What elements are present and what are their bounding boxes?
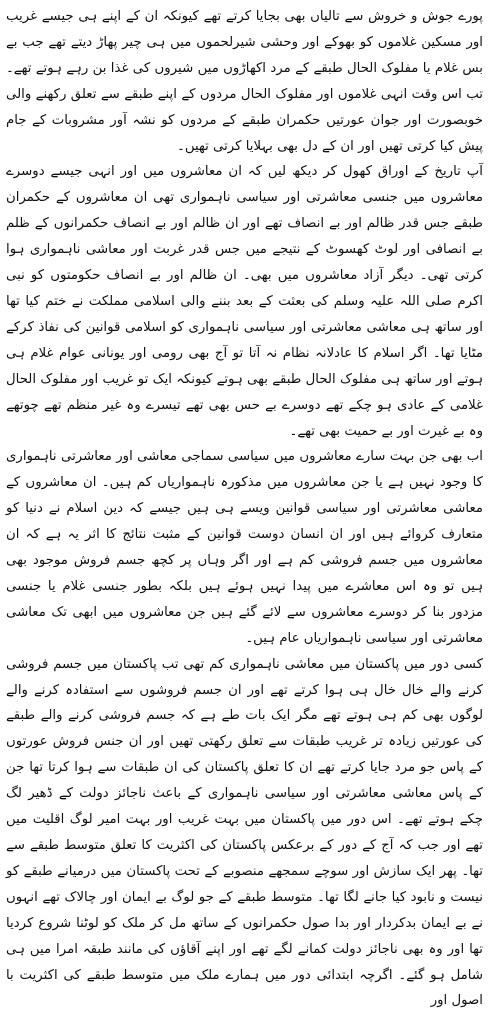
urdu-text-body	[6, 4, 483, 1014]
paragraph-2: آپ تاریخ کے اوراق کھول کر دیکھ لیں کہ ان معاشروں میں اور انہی جیسے دوسرے معاشروں میں جنسی معاشرتی اور سیاسی ناہمواری تھی ان معاشروں کے حکمران طبقے جس قدر ظالم اور بے انصاف تھے اور ان ظالم اور بے انصاف حکمرانوں کے ظلم بے انصافی اور لوٹ کھسوٹ کے نتیجے میں جس قدر غربت اور معاشی ناہمواری ہوا کرتی تھی۔ دیگر آزاد معاشروں میں بھی۔ ان ظالم اور بے انصاف حکومتوں کو نبی اکرم صلی اللہ علیہ وسلم کی بعثت کے بعد بننے والی اسلامی مملکت نے ختم کیا تھا اور ساتھ ہی معاشی معاشرتی اور سیاسی ناہمواری کو اسلامی قوانین کی نفاذ کرکے مٹایا تھا۔ اگر اسلام کا عادلانہ نظام نہ آتا تو آج بھی رومی اور یونانی عوام غلام ہی ہوتے اور ساتھ ہی مفلوک الحال طبقے بھی ہوتے کیونکہ ایک تو غریب اور مفلوک الحال غلامی کے عادی ہو چکے تھے دوسرے بے حس بھی تھے تیسرے وہ غیر منظم تھے چوتھے وہ بے غیرت اور بے حمیت بھی تھے۔	[6, 164, 483, 439]
paragraph-1: پورے جوش و خروش سے تالیاں بھی بجایا کرتے تھے کیونکہ ان کے اپنے ہی جیسے غریب اور مسکین غلاموں کو بھوکے اور وحشی شیرلحموں میں ہی چیر پھاڑ دیتے تھے جب بے بس غلام یا مفلوک الحال طبقے کے مرد اکھاڑوں میں شیروں کی غذا بن رہے ہوتے تھے۔ تب اس وقت انہی غلاموں اور مفلوک الحال مردوں کے اپنے طبقے سے تعلق رکھنے والی خوبصورت اور جوان عورتیں حکمران طبقے کے مردوں کو نشہ آور مشروبات کے جام پیش کیا کرتی تھیں اور ان کے دل بھی بہلایا کرتی تھیں۔	[6, 9, 483, 154]
paragraph-3: اب بھی جن بہت سارے معاشروں میں سیاسی سماجی معاشی اور معاشرتی ناہمواری کا وجود نہیں ہے یا جن معاشروں میں مذکورہ ناہمواریاں کم ہیں۔ ان معاشروں کے معاشی معاشرتی اور سیاسی قوانین ویسے ہی ہیں جیسے کہ دین اسلام نے دنیا کو متعارف کروائے ہیں اور ان انسان دوست قوانین کے مثبت نتائج کا اثر یہ ہے کہ ان معاشروں میں جسم فروشی کم ہے اور اگر وہاں پر کچھ جسم فروش موجود بھی ہیں تو وہ اس معاشرے میں پیدا نہیں ہوئے ہیں بلکہ بطور جنسی غلام یا جنسی مزدور بنا کر دوسرے معاشروں سے لائے گئے ہیں جن معاشروں میں ابھی تک معاشی معاشرتی اور سیاسی ناہمواریاں عام ہیں۔	[6, 449, 483, 646]
paragraph-4: کسی دور میں پاکستان میں معاشی ناہمواری کم تھی تب پاکستان میں جسم فروشی کرنے والے خال خال ہی ہوا کرتے تھے اور ان جسم فروشوں سے استفادہ کرنے والے لوگوں بھی کم ہی ہوتے تھے مگر ایک بات طے ہے کہ جسم فروشی کرنے والے طبقے کی عورتیں زیادہ تر غریب طبقات سے تعلق رکھتی تھیں اور ان جنس فروش عورتوں کے پاس جو مرد جایا کرتے تھے ان کا تعلق پاکستان کی ان طبقات سے ہوا کرتا تھا جن کے پاس معاشی معاشرتی اور سیاسی ناہمواری کے باعث ناجائز دولت کے ڈھیر لگ چکے ہوتے تھے۔ اس دور میں پاکستان میں بہت غریب اور بہت امیر لوگ اقلیت میں تھے اور جب کہ آج کے دور کے برعکس پاکستان کی اکثریت کا تعلق متوسط طبقے سے تھا۔ پھر ایک سازش اور سوچے سمجھے منصوبے کے تحت پاکستان میں درمیانے طبقے کو نیست و نابود کیا جانے لگا تھا۔ متوسط طبقے کے جو لوگ بے ایمان اور چالاک تھے انہوں نے بے ایمان بدکردار اور بدا صول حکمرانوں کے ساتھ مل کر ملک کو لوٹنا شروع کردیا تھا اور وہ بھی ناجائز دولت کمانے لگے تھے اور اپنے آقاؤں کی مانند طبقہ امرا میں ہی شامل ہو گئے۔ اگرچہ ابتدائی دور میں ہمارے ملک میں متوسط طبقے کی اکثریت با اصول اور	[6, 656, 483, 1009]
